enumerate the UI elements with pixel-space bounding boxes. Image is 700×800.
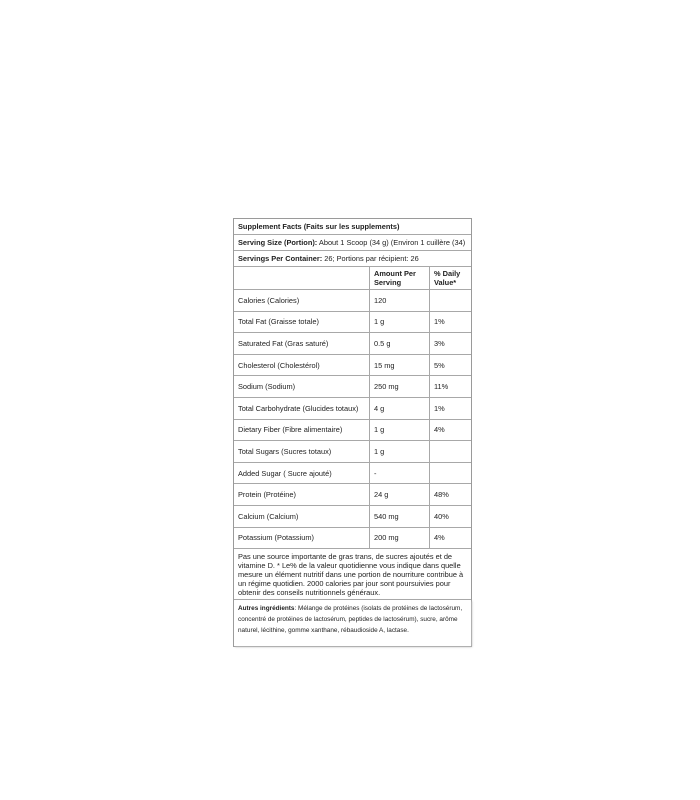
- footnote: Pas une source importante de gras trans, de sucres ajoutés et de vitamine D. * Le% de la valeur quotidienne vous indique dans quelle mesure un élément nutritif dans une portion de nourriture contribue à un régime quotidien. 2000 calories par jour sont poursuivies pour obtenir des conseils nutritionnels généraux.: [234, 549, 471, 600]
- nutrient-name: Total Carbohydrate (Glucides totaux): [234, 397, 370, 419]
- nutrient-name: Sodium (Sodium): [234, 376, 370, 398]
- nutrient-amount: -: [370, 462, 430, 484]
- nutrient-daily-value: 1%: [430, 311, 472, 333]
- servings-label: Servings Per Container:: [238, 254, 323, 263]
- servings-value: 26; Portions par récipient: 26: [322, 254, 419, 263]
- nutrient-amount: 1 g: [370, 419, 430, 441]
- table-row: [234, 484, 471, 506]
- nutrient-name: Calcium (Calcium): [234, 505, 370, 527]
- nutrient-daily-value: 40%: [430, 505, 472, 527]
- ingredients-label: Autres ingrédients: [238, 605, 295, 613]
- nutrient-daily-value: [430, 290, 472, 312]
- table-row: [234, 376, 471, 398]
- nutrient-table: [234, 267, 471, 549]
- nutrient-name: Cholesterol (Cholestérol): [234, 354, 370, 376]
- servings-per-container: [234, 251, 471, 267]
- table-row: [234, 333, 471, 355]
- table-row: [234, 397, 471, 419]
- nutrient-amount: 4 g: [370, 397, 430, 419]
- nutrient-daily-value: 5%: [430, 354, 472, 376]
- nutrient-name: Total Fat (Graisse totale): [234, 311, 370, 333]
- table-row: [234, 441, 471, 463]
- nutrient-name: Added Sugar ( Sucre ajouté): [234, 462, 370, 484]
- table-row: [234, 527, 471, 549]
- serving-size: [234, 235, 471, 251]
- panel-title: Supplement Facts (Faits sur les supplements): [234, 219, 471, 235]
- nutrient-daily-value: [430, 462, 472, 484]
- nutrient-amount: 120: [370, 290, 430, 312]
- serving-size-label: Serving Size (Portion):: [238, 238, 318, 247]
- nutrient-amount: 24 g: [370, 484, 430, 506]
- nutrient-name: Protein (Protéine): [234, 484, 370, 506]
- ingredients-text: : Mélange de protéines (isolats de protéines de lactosérum, concentré de protéines de lactosérum, peptides de lactosérum), sucre, arôme naturel, lécithine, gomme xanthane, rébaudioside A, lactase.: [238, 605, 463, 635]
- table-row: [234, 290, 471, 312]
- nutrient-daily-value: 3%: [430, 333, 472, 355]
- table-row: [234, 311, 471, 333]
- nutrient-amount: 15 mg: [370, 354, 430, 376]
- nutrient-amount: 200 mg: [370, 527, 430, 549]
- nutrient-daily-value: 4%: [430, 527, 472, 549]
- table-row: [234, 354, 471, 376]
- nutrient-daily-value: 48%: [430, 484, 472, 506]
- nutrient-amount: 0.5 g: [370, 333, 430, 355]
- nutrient-name: Calories (Calories): [234, 290, 370, 312]
- header-daily-value: % Daily Value*: [430, 267, 472, 290]
- nutrient-amount: 540 mg: [370, 505, 430, 527]
- nutrient-name: Saturated Fat (Gras saturé): [234, 333, 370, 355]
- ingredients: [234, 600, 471, 646]
- serving-size-value: About 1 Scoop (34 g) (Environ 1 cuillère (34): [317, 238, 466, 247]
- table-header: [234, 267, 471, 290]
- nutrient-name: Dietary Fiber (Fibre alimentaire): [234, 419, 370, 441]
- table-row: [234, 462, 471, 484]
- nutrient-daily-value: 1%: [430, 397, 472, 419]
- nutrient-name: Potassium (Potassium): [234, 527, 370, 549]
- nutrient-amount: 250 mg: [370, 376, 430, 398]
- nutrient-amount: 1 g: [370, 441, 430, 463]
- nutrient-daily-value: 11%: [430, 376, 472, 398]
- header-amount: Amount Per Serving: [370, 267, 430, 290]
- table-row: [234, 505, 471, 527]
- nutrient-name: Total Sugars (Sucres totaux): [234, 441, 370, 463]
- nutrient-amount: 1 g: [370, 311, 430, 333]
- supplement-facts-panel: [233, 218, 472, 647]
- nutrient-daily-value: [430, 441, 472, 463]
- table-row: [234, 419, 471, 441]
- nutrient-daily-value: 4%: [430, 419, 472, 441]
